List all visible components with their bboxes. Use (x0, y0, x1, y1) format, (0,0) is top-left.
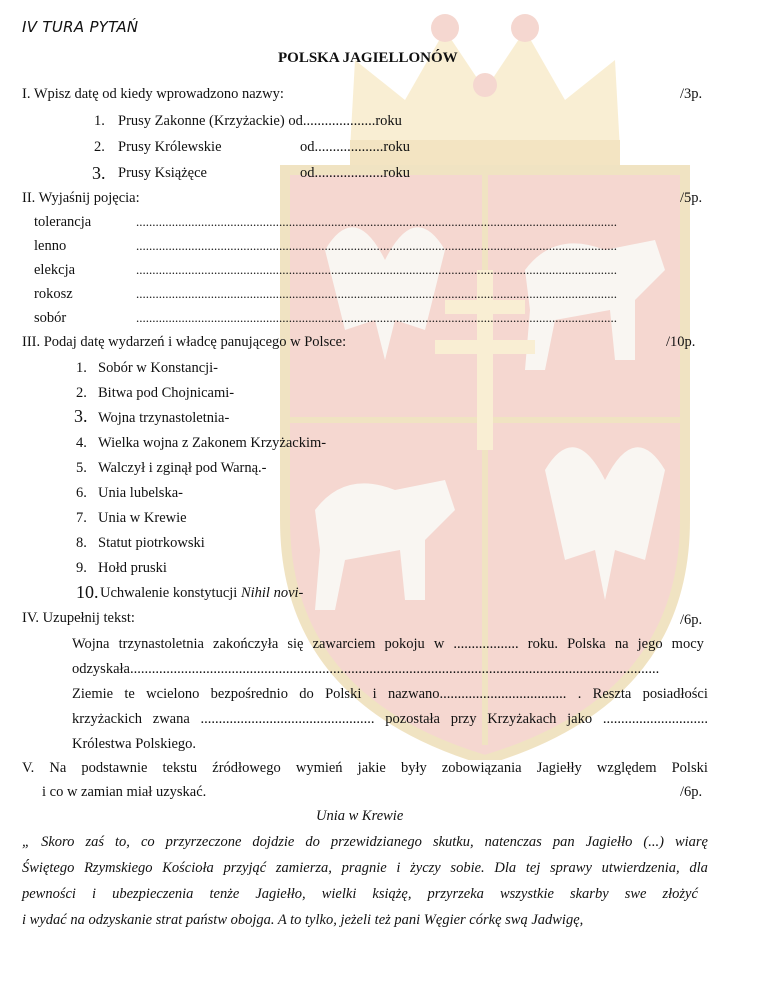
word: bezpośrednio (210, 686, 288, 702)
question-1-points: /3p. (680, 86, 703, 102)
q3-item-6-num: 6. (76, 485, 87, 501)
word: V. (22, 760, 35, 776)
q3-item-3-num: 3. (74, 406, 88, 426)
word: wcielono (146, 686, 200, 702)
blank[interactable]: nazwano................................... (388, 686, 567, 702)
word: (...) (643, 834, 664, 850)
q1-item-3-fill: od...................roku (300, 165, 410, 181)
question-4-points: /6p. (680, 612, 703, 628)
word: Reszta (592, 686, 632, 702)
word: przyrzeczone (165, 834, 242, 850)
question-3-points: /10p. (666, 334, 696, 350)
word: pozostała (385, 711, 440, 727)
word: Ziemie (72, 686, 114, 702)
word: źródłowego (212, 760, 281, 776)
word: Dla (494, 860, 517, 876)
word: dojdzie (252, 834, 295, 850)
q3-item-10-prefix: Uchwalenie konstytucji (100, 585, 241, 601)
term-lenno: lenno (34, 238, 67, 254)
word: utwierdzenia, (601, 860, 680, 876)
source-title: Unia w Krewie (316, 808, 404, 824)
word: pan (552, 834, 575, 850)
term-elekcja-answer-line[interactable]: .................................................................................................................................................... (136, 262, 617, 277)
q1-item-1-num: 1. (94, 113, 105, 129)
term-sobor: sobór (34, 310, 67, 326)
word: . (577, 686, 582, 702)
word: sobie. (450, 860, 485, 876)
word: roku. (527, 636, 558, 652)
word: zamierza, (275, 860, 332, 876)
q3-item-2-label: Bitwa pod Chojnicami- (98, 385, 235, 401)
word: Polski (671, 760, 708, 776)
q3-item-10-num: 10. (76, 582, 99, 602)
q4-line-5: Królestwa Polskiego. (72, 736, 197, 752)
word: się (287, 636, 304, 652)
word: Jagiełły (536, 760, 582, 776)
word: przewidzianego (330, 834, 422, 850)
q3-item-5-label: Walczył i zginął pod Warną.- (98, 460, 267, 476)
word: to, (115, 834, 130, 850)
word: sprawy (550, 860, 592, 876)
term-tolerancja-answer-line[interactable]: .................................................................................................................................................... (136, 214, 617, 229)
question-2-points: /5p. (680, 190, 703, 206)
question-5-line-2: i co w zamian miał uzyskać. (42, 784, 207, 800)
word: ubezpieczenia (112, 886, 194, 902)
word: i (372, 686, 377, 702)
word: jakie (357, 760, 386, 776)
word: pragnie (341, 860, 387, 876)
word: i (92, 886, 97, 902)
word: dla (689, 860, 708, 876)
word: Świętego (22, 860, 75, 876)
word: tekstu (162, 760, 198, 776)
word: do (305, 834, 320, 850)
term-sobor-answer-line[interactable]: .................................................................................................................................................... (136, 310, 617, 325)
round-heading: IV TURA PYTAŃ (22, 18, 139, 36)
quote-line-4: i wydać na odzyskanie strat państw obojga. A to tylko, jeżeli też pani Węgier córkę swą Jadwigę, (22, 912, 584, 928)
word: podstawnie (81, 760, 148, 776)
q3-item-9-num: 9. (76, 560, 87, 576)
q3-item-4-label: Wielka wojna z Zakonem Krzyżackim- (98, 435, 327, 451)
blank[interactable]: ............................. (602, 711, 708, 727)
word: krzyżackich (72, 711, 143, 727)
word: Polska (567, 636, 606, 652)
word: przyjąć (223, 860, 267, 876)
word: w (433, 636, 445, 652)
q3-item-9-label: Hołd pruski (98, 560, 167, 576)
word: zobowiązania (441, 760, 522, 776)
term-lenno-answer-line[interactable]: .................................................................................................................................................... (136, 238, 617, 253)
word: wielki (321, 886, 357, 902)
q1-item-1-fill: od....................roku (288, 113, 402, 129)
q4-line-1 (72, 636, 704, 653)
q3-item-8-num: 8. (76, 535, 87, 551)
q3-item-1-num: 1. (76, 360, 87, 376)
word: do (299, 686, 314, 702)
word: Jagiełło, (255, 886, 306, 902)
word: Jagiełło (585, 834, 633, 850)
term-tolerancja: tolerancja (34, 214, 92, 230)
question-1-text: I. Wpisz datę od kiedy wprowadzono nazwy: (22, 86, 284, 102)
q3-item-7-label: Unia w Krewie (98, 510, 187, 526)
word: złożyć (662, 886, 698, 902)
q3-item-10-italic: Nihil novi (240, 585, 299, 601)
q1-item-1-name: Prusy Zakonne (Krzyżackie) (118, 113, 285, 129)
word: zakończyła (213, 636, 279, 652)
question-5-line-1 (22, 760, 708, 777)
word: Wojna (72, 636, 110, 652)
word: Skoro (41, 834, 75, 850)
term-rokosz-answer-line[interactable]: .................................................................................................................................................... (136, 286, 617, 301)
word: natenczas (484, 834, 542, 850)
word: tej (525, 860, 541, 876)
q1-item-2-num: 2. (94, 139, 105, 155)
word: trzynastoletnia (118, 636, 204, 652)
word: Rzymskiego (84, 860, 153, 876)
word: zaś (85, 834, 104, 850)
word: Na (49, 760, 67, 776)
q3-item-1-label: Sobór w Konstancji- (98, 360, 219, 376)
word: Krzyżakach (487, 711, 557, 727)
q1-item-2-fill: od...................roku (300, 139, 410, 155)
word: wszystkie (499, 886, 554, 902)
q3-item-10-suffix: - (298, 585, 304, 601)
word: tenże (209, 886, 240, 902)
word: posiadłości (642, 686, 708, 702)
word: zawarciem (312, 636, 376, 652)
word: Kościoła (162, 860, 214, 876)
question-5-points: /6p. (680, 784, 703, 800)
q1-item-3-name: Prusy Książęce (118, 165, 207, 181)
word: były (400, 760, 427, 776)
q3-item-2-num: 2. (76, 385, 87, 401)
word: względem (596, 760, 657, 776)
q3-item-10 (100, 585, 303, 602)
quote-line-1 (22, 834, 708, 851)
word: te (124, 686, 135, 702)
word: co (140, 834, 155, 850)
q1-item-2-name: Prusy Królewskie (118, 139, 222, 155)
quote-line-3 (22, 886, 698, 903)
quote-line-2 (22, 860, 708, 877)
word: „ (22, 834, 31, 850)
word: swe (624, 886, 647, 902)
question-2-text: II. Wyjaśnij pojęcia: (22, 190, 140, 206)
term-elekcja: elekcja (34, 262, 76, 278)
blank[interactable]: .................. (453, 636, 519, 652)
word: jego (637, 636, 663, 652)
word: jako (567, 711, 593, 727)
word: i (396, 860, 401, 876)
word: Polski (325, 686, 362, 702)
word: pewności (22, 886, 76, 902)
word: zwana (152, 711, 190, 727)
word: skarby (569, 886, 609, 902)
word: książę, (372, 886, 412, 902)
q3-item-7-num: 7. (76, 510, 87, 526)
q3-item-3-label: Wojna trzynastoletnia- (98, 410, 230, 426)
q3-item-8-label: Statut piotrkowski (98, 535, 205, 551)
word: życzy (410, 860, 441, 876)
q4-line-3 (72, 686, 708, 703)
word: skutku, (432, 834, 474, 850)
question-3-text: III. Podaj datę wydarzeń i władcę panującego w Polsce: (22, 334, 347, 350)
q4-line-4 (72, 711, 708, 728)
blank[interactable]: ................................................ (200, 711, 375, 727)
word: wymień (295, 760, 343, 776)
word: przyrzeka (427, 886, 484, 902)
q1-item-1 (118, 113, 402, 130)
word: przy (450, 711, 477, 727)
q1-item-3-num: 3. (92, 163, 106, 183)
q3-item-6-label: Unia lubelska- (98, 485, 183, 501)
q3-item-5-num: 5. (76, 460, 87, 476)
question-4-text: IV. Uzupełnij tekst: (22, 610, 135, 626)
word: na (614, 636, 629, 652)
word: wiarę (674, 834, 708, 850)
q3-item-4-num: 4. (76, 435, 87, 451)
page-title: POLSKA JAGIELLONÓW (278, 50, 458, 66)
q4-line-2[interactable]: odzyskała.................................................................................................................................................. (72, 661, 660, 677)
word: pokoju (384, 636, 425, 652)
word: mocy (671, 636, 704, 652)
term-rokosz: rokosz (34, 286, 73, 302)
